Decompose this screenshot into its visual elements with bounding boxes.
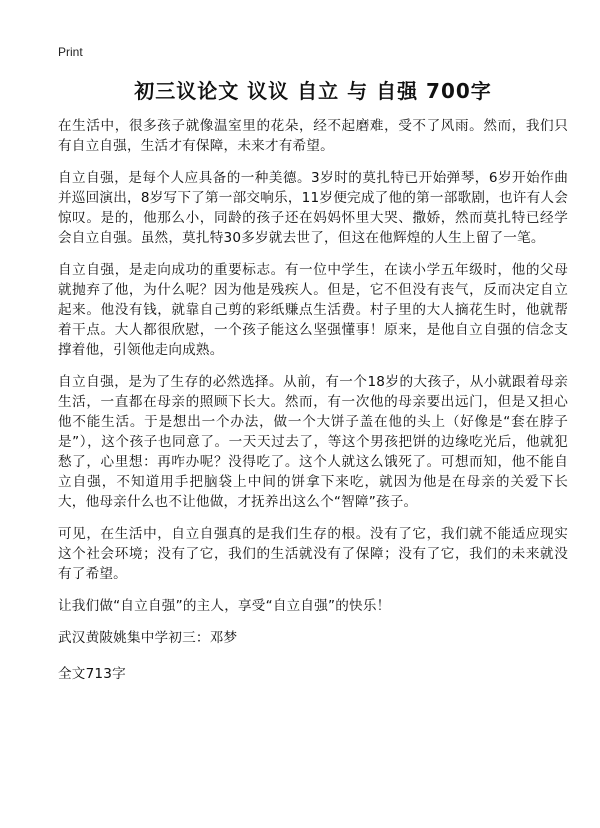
article-body (58, 116, 568, 696)
word-count: 全文713字 (58, 666, 126, 682)
article-title: 初三议论文 议议 自立 与 自强 700字 (134, 79, 492, 103)
paragraph: 在生活中，很多孩子就像温室里的花朵，经不起磨难，受不了风雨。然而，我们只有自立自强，生活才有保障，未来才有希望。 (58, 118, 568, 154)
author-signature: 武汉黄陂姚集中学初三：邓梦 (58, 630, 238, 646)
print-link[interactable]: Print (58, 45, 83, 59)
paragraph: 自立自强，是为了生存的必然选择。从前，有一个18岁的大孩子，从小就跟着母亲生活，一直都在母亲的照顾下长大。然而，有一次他的母亲要出远门，但是又担心他不能生活。于是想出一个办法，做一个大饼子盖在他的头上（好像是“套在脖子是”），这个孩子也同意了。一天天过去了，等这个男孩把饼的边缘吃光后，他就犯愁了，心里想：再咋办呢？没得吃了。这个人就这么饿死了。可想而知，他不能自立自强，不知道用手把脑袋上中间的饼拿下来吃，就因为他是在母亲的关爱下长大，他母亲什么也不让他做，才抚养出这么个“智障”孩子。 (58, 374, 568, 510)
paragraph: 自立自强，是每个人应具备的一种美德。3岁时的莫扎特已开始弹琴，6岁开始作曲并巡回演出，8岁写下了第一部交响乐，11岁便完成了他的第一部歌剧，也许有人会惊叹。是的，他那么小，同龄的孩子还在妈妈怀里大哭、撒娇，然而莫扎特已经学会自立自强。虽然，莫扎特30多岁就去世了，但这在他辉煌的人生上留了一笔。 (58, 170, 568, 246)
paragraph: 可见，在生活中，自立自强真的是我们生存的根。没有了它，我们就不能适应现实这个社会环境；没有了它，我们的生活就没有了保障；没有了它，我们的未来就没有了希望。 (58, 526, 568, 582)
paragraph: 让我们做“自立自强”的主人，享受“自立自强”的快乐！ (58, 598, 391, 614)
paragraph: 自立自强，是走向成功的重要标志。有一位中学生，在读小学五年级时，他的父母就抛弃了他，为什么呢？因为他是残疾人。但是，它不但没有丧气，反而决定自立起来。他没有钱，就靠自己剪的彩纸赚点生活费。村子里的大人摘花生时，他就帮着干点。大人都很欣慰，一个孩子能这么坚强懂事！原来，是他自立自强的信念支撑着他，引领他走向成熟。 (58, 262, 568, 358)
